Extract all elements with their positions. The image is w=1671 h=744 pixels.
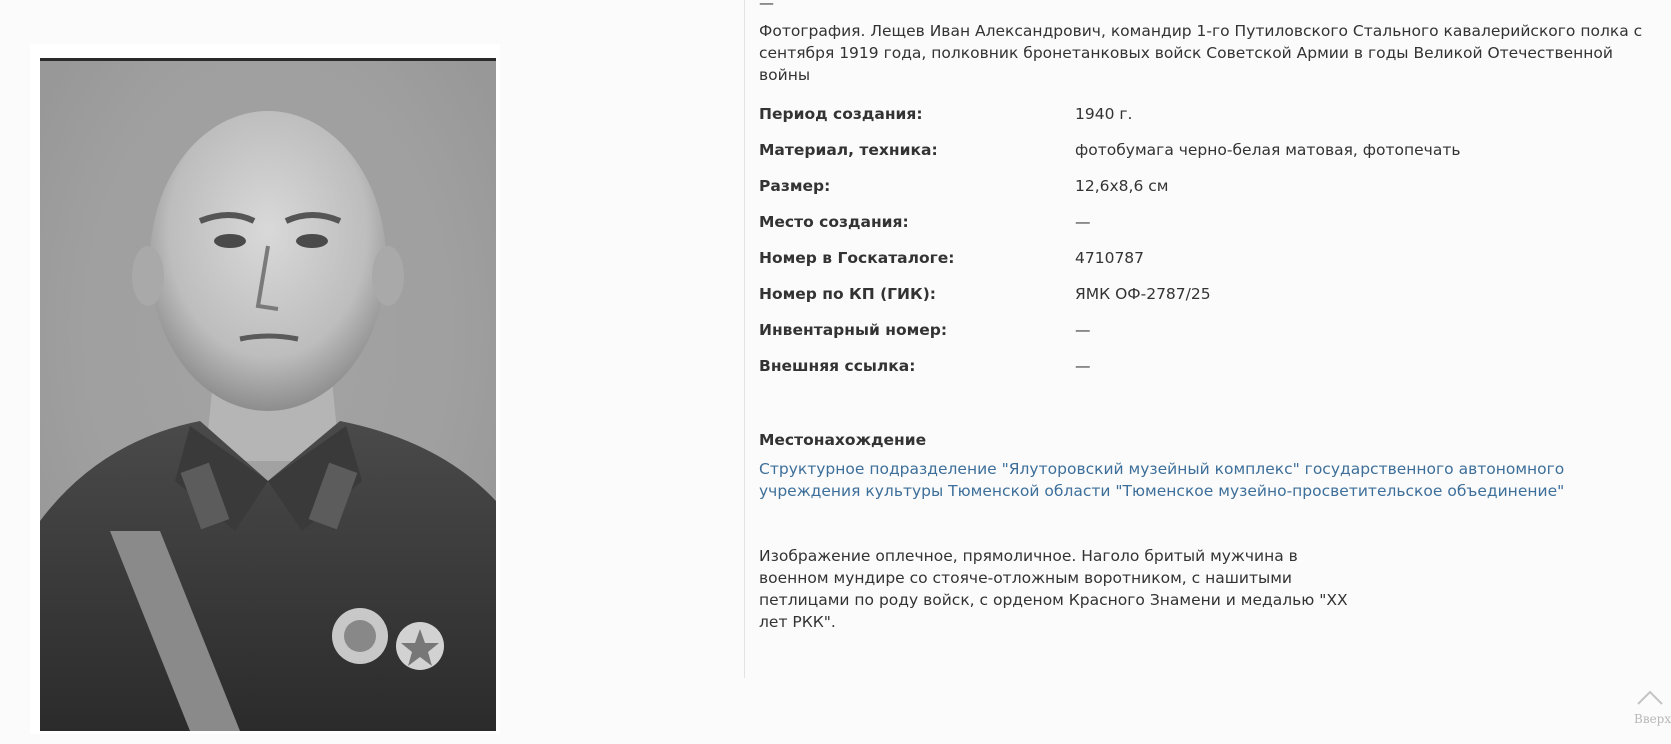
scroll-to-top-label: Вверх [1634, 712, 1671, 726]
properties-table [759, 103, 1649, 391]
property-value: 12,6х8,6 см [1075, 177, 1169, 195]
property-row [759, 283, 1649, 319]
property-row [759, 139, 1649, 175]
property-value: — [1075, 321, 1091, 339]
portrait-photo[interactable] [40, 58, 496, 731]
property-label: Место создания: [759, 213, 909, 231]
property-value: 1940 г. [1075, 105, 1133, 123]
portrait-illustration [40, 61, 496, 731]
property-value: — [1075, 213, 1091, 231]
property-label: Размер: [759, 177, 831, 195]
property-label: Материал, техника: [759, 141, 938, 159]
location-link[interactable]: Структурное подразделение "Ялуторовский музейный комплекс" государственного автономного учреждения культуры Тюменской области "Тюменское музейно-просветительское объединение" [759, 460, 1565, 500]
property-row [759, 103, 1649, 139]
property-label: Период создания: [759, 105, 923, 123]
item-title: Фотография. Лещев Иван Александрович, командир 1-го Путиловского Стального кавалерийского полка с сентября 1919 года, полковник бронетанковых войск Советской Армии в годы Великой Отечественной войны [759, 22, 1643, 84]
property-label: Внешняя ссылка: [759, 357, 916, 375]
property-value: — [1075, 357, 1091, 375]
column-divider [744, 0, 745, 678]
property-row [759, 175, 1649, 211]
location-heading: Местонахождение [759, 431, 927, 449]
chevron-up-icon [1634, 686, 1662, 710]
property-row [759, 319, 1649, 355]
photo-frame [30, 44, 500, 734]
property-value: 4710787 [1075, 249, 1145, 267]
scroll-to-top-button[interactable] [1634, 686, 1671, 726]
property-value: фотобумага черно-белая матовая, фотопечать [1075, 141, 1461, 159]
item-description: Изображение оплечное, прямоличное. Наголо бритый мужчина в военном мундире со стояче-отложным воротником, с нашитыми петлицами по роду войск, с орденом Красного Знамени и медалью "XX лет РКК". [759, 547, 1348, 631]
property-label: Инвентарный номер: [759, 321, 948, 339]
property-label: Номер по КП (ГИК): [759, 285, 936, 303]
property-row [759, 211, 1649, 247]
property-row [759, 247, 1649, 283]
property-row [759, 355, 1649, 391]
property-value: ЯМК ОФ-2787/25 [1075, 285, 1211, 303]
top-dash: — [759, 0, 774, 12]
property-label: Номер в Госкаталоге: [759, 249, 955, 267]
